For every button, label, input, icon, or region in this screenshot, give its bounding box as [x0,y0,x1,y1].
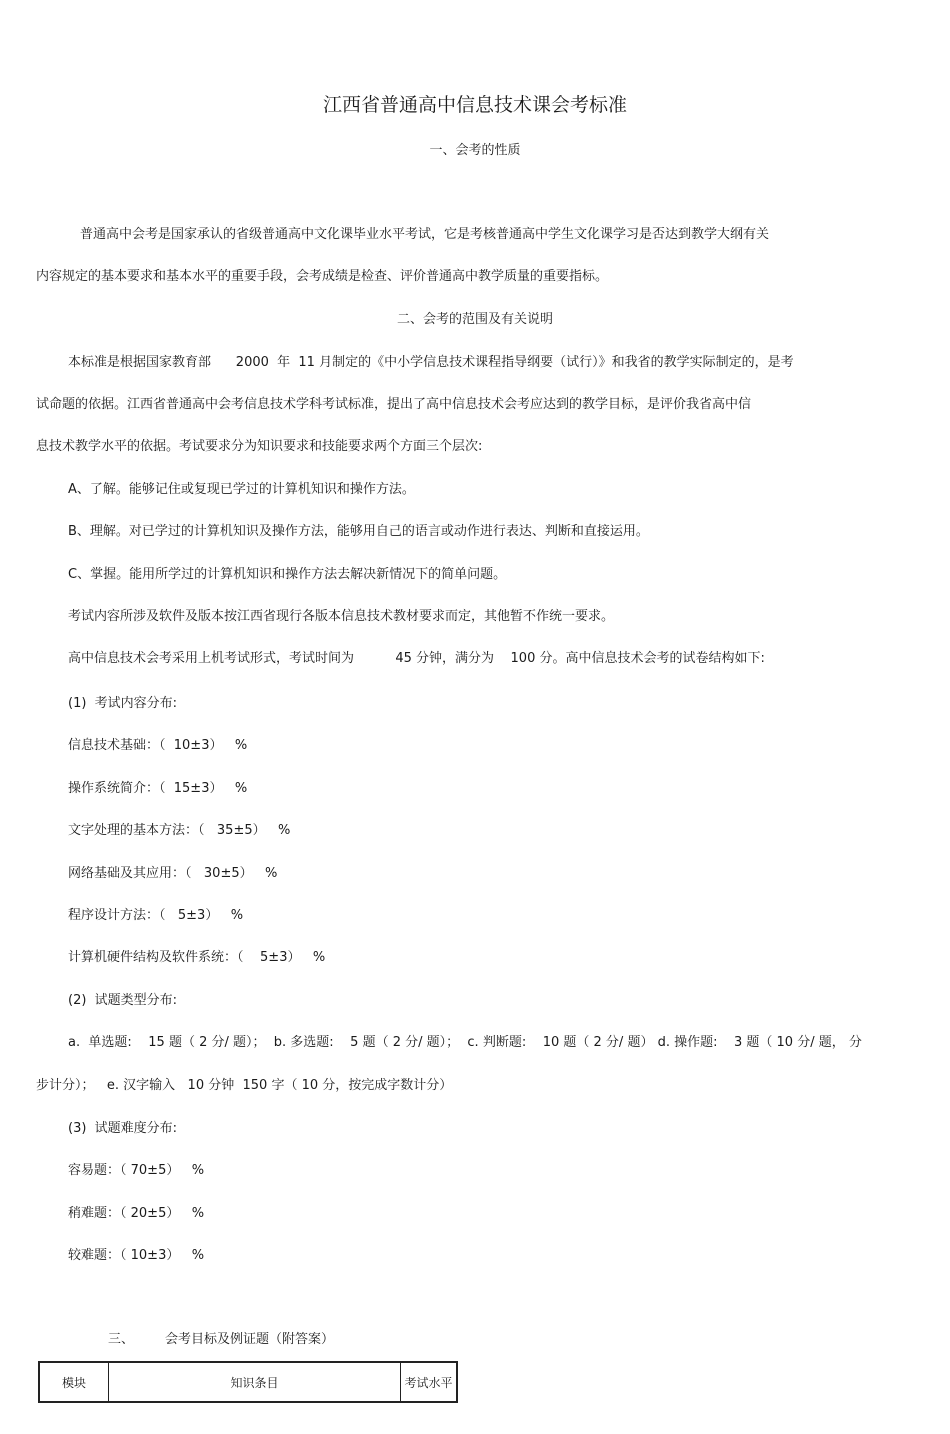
difficulty-distribution-item: 较难题：（ 10±3） % [68,1248,205,1263]
table-header-knowledge: 知识条目 [109,1362,401,1402]
section1-paragraph-line: 内容规定的基本要求和基本水平的重要手段，会考成绩是检查、评价普通高中教学质量的重要指标。 [36,269,609,284]
difficulty-distribution-item: 稍难题：（ 20±5） % [68,1206,205,1221]
content-distribution-heading: (1) 考试内容分布: [68,696,178,711]
content-distribution-item: 文字处理的基本方法：（ 35±5） % [68,823,291,838]
section2-heading: 二、会考的范围及有关说明 [396,312,553,327]
type-distribution-heading: (2) 试题类型分布: [68,993,178,1008]
content-distribution-item: 信息技术基础：（ 10±3） % [68,738,248,753]
section3-heading: 会考目标及例证题（附答案） [165,1332,335,1347]
section3-number: 三、 [108,1332,135,1347]
type-distribution-line: 步计分）； e. 汉字输入 10 分钟 150 字（ 10 分，按完成字数计分） [36,1078,453,1093]
document-title: 江西省普通高中信息技术课会考标准 [322,94,627,116]
table-header-level: 考试水平 [401,1362,458,1402]
section2-paragraph-line: 息技术教学水平的依据。考试要求分为知识要求和技能要求两个方面三个层次: [36,439,483,454]
difficulty-distribution-item: 容易题：（ 70±5） % [68,1163,205,1178]
targets-table [38,1361,458,1403]
level-b-text: B、理解。对已学过的计算机知识及操作方法，能够用自己的语言或动作进行表达、判断和直接运用。 [68,524,649,539]
section2-paragraph-line: 本标准是根据国家教育部 2000 年 11 月制定的《中小学信息技术课程指导纲要（试行）》和我省的教学实际制定的，是考 [68,355,794,370]
section2-paragraph-line: 试命题的依据。江西省普通高中会考信息技术学科考试标准，提出了高中信息技术会考应达到的教学目标，是评价我省高中信 [36,397,752,412]
content-distribution-item: 程序设计方法：（ 5±3） % [68,908,244,923]
section1-paragraph-line: 普通高中会考是国家承认的省级普通高中文化课毕业水平考试，它是考核普通高中学生文化课学习是否达到教学大纲有关 [80,227,770,242]
content-distribution-item: 计算机硬件结构及软件系统：（ 5±3） % [68,950,326,965]
level-a-text: A、了解。能够记住或复现已学过的计算机知识和操作方法。 [68,482,415,497]
exam-form-text: 高中信息技术会考采用上机考试形式，考试时间为 45 分钟，满分为 100 分。高中信息技术会考的试卷结构如下: [68,651,765,666]
section1-heading: 一、会考的性质 [429,143,521,158]
level-c-text: C、掌握。能用所学过的计算机知识和操作方法去解决新情况下的简单问题。 [68,567,507,582]
table-header-module: 模块 [39,1362,109,1402]
difficulty-distribution-heading: (3) 试题难度分布: [68,1121,178,1136]
content-distribution-item: 网络基础及其应用：（ 30±5） % [68,866,278,881]
type-distribution-line: a. 单选题: 15 题（ 2 分/ 题）； b. 多选题: 5 题（ 2 分/ 题）； c. 判断题: 10 题（ 2 分/ 题） d. 操作题: 3 题（ 10 分/ 题， 分 [68,1035,862,1050]
content-distribution-item: 操作系统简介：（ 15±3） % [68,781,248,796]
software-note: 考试内容所涉及软件及版本按江西省现行各版本信息技术教材要求而定，其他暂不作统一要求。 [68,609,615,624]
table-header-row [39,1362,457,1402]
